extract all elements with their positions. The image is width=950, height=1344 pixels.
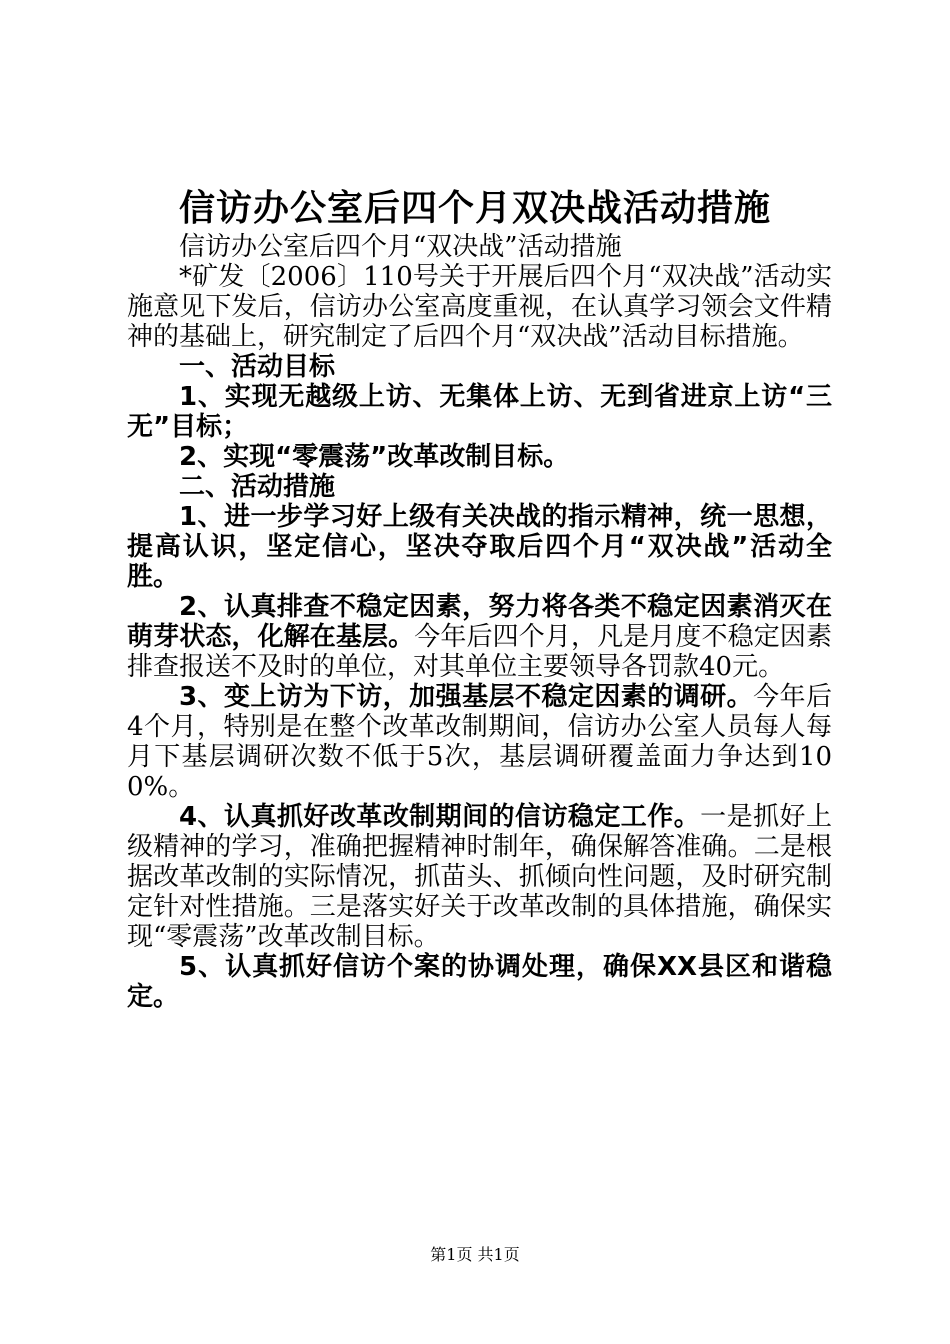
intro-paragraph: *矿发〔2006〕110号关于开展后四个月“双决战”活动实施意见下发后，信访办公室高度重视，在认真学习领会文件精神的基础上，研究制定了后四个月“双决战”活动目标措施。 (127, 262, 832, 352)
measure-item-1: 1、进一步学习好上级有关决战的指示精神，统一思想，提高认识，坚定信心，坚决夺取后四个月“双决战”活动全胜。 (127, 502, 832, 592)
measure-item-2 (127, 592, 832, 682)
measure-item-3 (127, 682, 832, 802)
measure-item-4 (127, 802, 832, 952)
measure-item-4-detail: 一是抓好上级精神的学习，准确把握精神时制年，确保解答准确。二是根据改革改制的实际情况，抓苗头、抓倾向性问题，及时研究制定针对性措施。三是落实好关于改革改制的具体措施，确保实现“零震荡”改革改制目标。 (127, 802, 832, 952)
section-heading-measures: 二、活动措施 (179, 472, 336, 502)
subtitle-paragraph: 信访办公室后四个月“双决战”活动措施 (179, 232, 622, 262)
goal-item-2: 2、实现“零震荡”改革改制目标。 (179, 442, 570, 472)
goal-item-1: 1、实现无越级上访、无集体上访、无到省进京上访“三无”目标； (127, 382, 832, 442)
measure-item-4-lead: 4、认真抓好改革改制期间的信访稳定工作。 (179, 802, 701, 832)
page-footer: 第1页 共1页 (430, 1245, 520, 1264)
measure-item-3-detail: 今年后4个月，特别是在整个改革改制期间，信访办公室人员每人每月下基层调研次数不低于5次，基层调研覆盖面力争达到100%。 (127, 682, 832, 802)
measure-item-3-lead: 3、变上访为下访，加强基层不稳定因素的调研。 (179, 682, 754, 712)
document-title: 信访办公室后四个月双决战活动措施 (178, 188, 771, 229)
section-heading-goals: 一、活动目标 (179, 352, 336, 382)
measure-item-2-detail: 今年后四个月，凡是月度不稳定因素排查报送不及时的单位，对其单位主要领导各罚款40元。 (127, 622, 832, 682)
measure-item-2-lead: 2、认真排查不稳定因素，努力将各类不稳定因素消灭在萌芽状态，化解在基层。 (127, 592, 832, 652)
document-body (127, 232, 832, 1012)
measure-item-5: 5、认真抓好信访个案的协调处理，确保XX县区和谐稳定。 (127, 952, 832, 1012)
